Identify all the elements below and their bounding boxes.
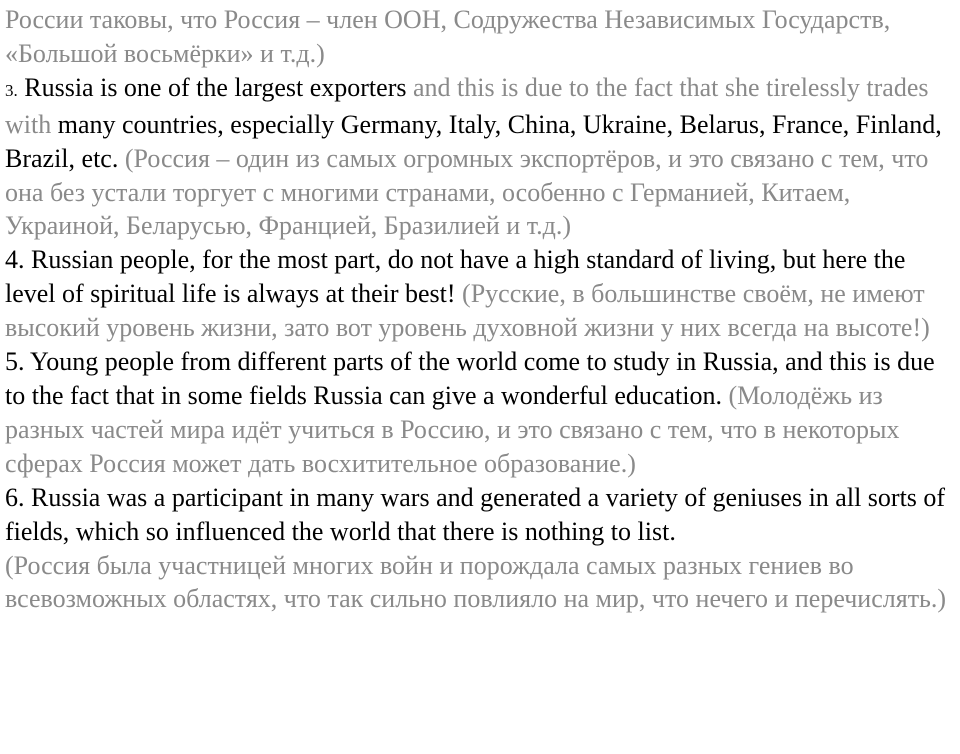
item-3-russian-text: (Россия – один из самых огромных экспортёров, и это связано с тем, что она без устали торгует с многими странами, особенно с Германией, Китаем, Украиной, Беларусью, Францией, Бразилией и т.д.) — [5, 143, 929, 241]
item-5-paragraph — [5, 345, 955, 481]
item-4-english-text: Russian people, for the most part, do not have a high standard of living, but here the level of spiritual life is always at their best! — [5, 245, 906, 309]
item-6-paragraph — [5, 481, 955, 617]
item-3-english-black-2: many countries, especially Germany, Italy, China, Ukraine, Belarus, France, Finland, Brazil, etc. — [5, 109, 942, 173]
item-3-english-black-1: Russia is one of the largest exporters — [24, 72, 407, 102]
document-body — [5, 3, 955, 616]
intro-paragraph — [5, 3, 955, 71]
item-3-paragraph — [5, 71, 955, 244]
item-5-english-text: Young people from different parts of the world come to study in Russia, and this is due to the fact that in some fields Russia can give a wonderful education. — [5, 347, 935, 410]
item-5-russian-text: (Молодёжь из разных частей мира идёт учиться в Россию, и это связано с тем, что в некоторых сферах Россия может дать восхитительное образование.) — [5, 380, 900, 478]
item-6-russian-text: (Россия была участницей многих войн и порождала самых разных гениев во всевозможных областях, что так сильно повлияло на мир, что нечего и перечислять.) — [5, 550, 947, 614]
item-4-number: 4. — [5, 245, 25, 275]
intro-russian-text: России таковы, что Россия – член ООН, Содружества Независимых Государств, «Большой восьмёрки» и т.д.) — [5, 5, 891, 68]
item-4-russian-text: (Русские, в большинстве своём, не имеют высокий уровень жизни, зато вот уровень духовной жизни у них всегда на высоте!) — [5, 279, 930, 343]
item-3-english-grey: and this is due to the fact that she tirelessly trades with — [5, 72, 929, 139]
item-5-number: 5. — [5, 347, 25, 377]
item-6-number: 6. — [5, 482, 25, 512]
item-3-number: 3. — [5, 80, 18, 100]
item-6-english-text: Russia was a participant in many wars and generated a variety of geniuses in all sorts of fields, which so influenced the world that there is nothing to list. — [5, 482, 946, 546]
item-4-paragraph — [5, 243, 955, 345]
